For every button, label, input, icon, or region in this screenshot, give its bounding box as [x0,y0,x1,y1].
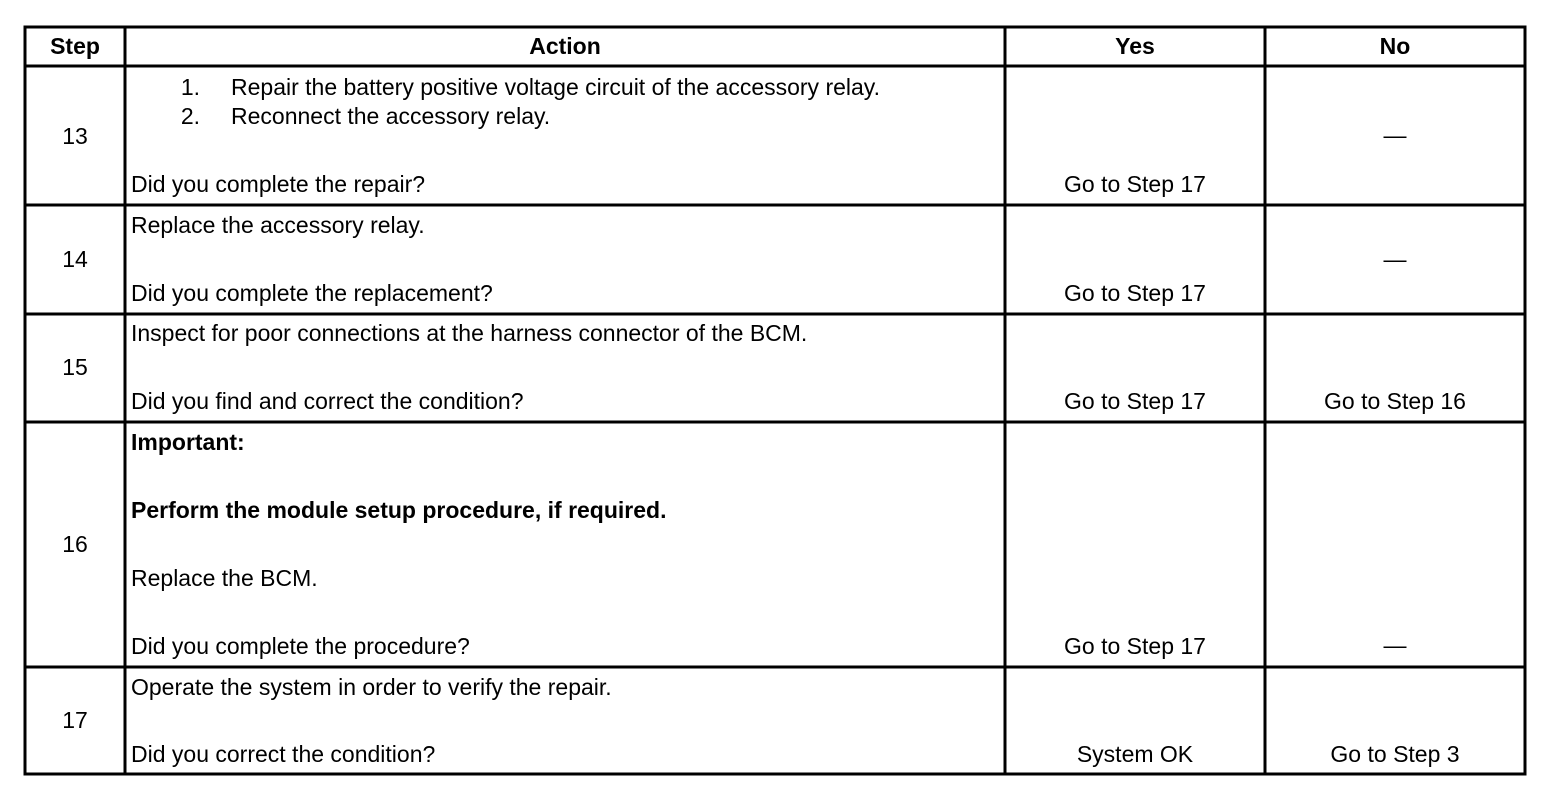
header-step: Step [50,33,100,59]
important-note: Perform the module setup procedure, if required. [131,497,667,523]
no-result: — [1383,246,1407,272]
action-question: Did you complete the replacement? [131,280,493,306]
yes-result: Go to Step 17 [1064,280,1206,306]
header-no: No [1379,33,1411,59]
header-action: Action [529,33,601,59]
no-result: — [1383,122,1407,148]
action-question: Did you complete the repair? [131,171,426,197]
list-item-number: 2. [180,103,200,129]
list-item-text: Repair the battery positive voltage circuit of the accessory relay. [231,74,880,100]
step-number: 13 [62,123,88,149]
step-number: 15 [62,354,88,380]
action-instruction: Operate the system in order to verify the repair. [131,674,612,700]
no-result: — [1383,632,1407,658]
list-item-number: 1. [180,74,200,100]
no-result: Go to Step 16 [1324,388,1466,414]
yes-result: Go to Step 17 [1064,171,1206,197]
no-result: Go to Step 3 [1330,741,1460,767]
action-question: Did you correct the condition? [131,741,436,767]
step-number: 14 [62,246,88,272]
action-instruction: Replace the BCM. [131,565,318,591]
yes-result: Go to Step 17 [1064,633,1206,659]
step-number: 17 [62,707,88,733]
step-number: 16 [62,531,88,557]
action-instruction: Replace the accessory relay. [131,212,425,238]
action-question: Did you find and correct the condition? [131,388,524,414]
action-question: Did you complete the procedure? [131,633,470,659]
yes-result: Go to Step 17 [1064,388,1206,414]
yes-result: System OK [1076,741,1194,767]
list-item-text: Reconnect the accessory relay. [231,103,551,129]
action-instruction: Inspect for poor connections at the harness connector of the BCM. [131,320,808,346]
header-yes: Yes [1115,33,1155,59]
important-label: Important: [131,429,245,455]
